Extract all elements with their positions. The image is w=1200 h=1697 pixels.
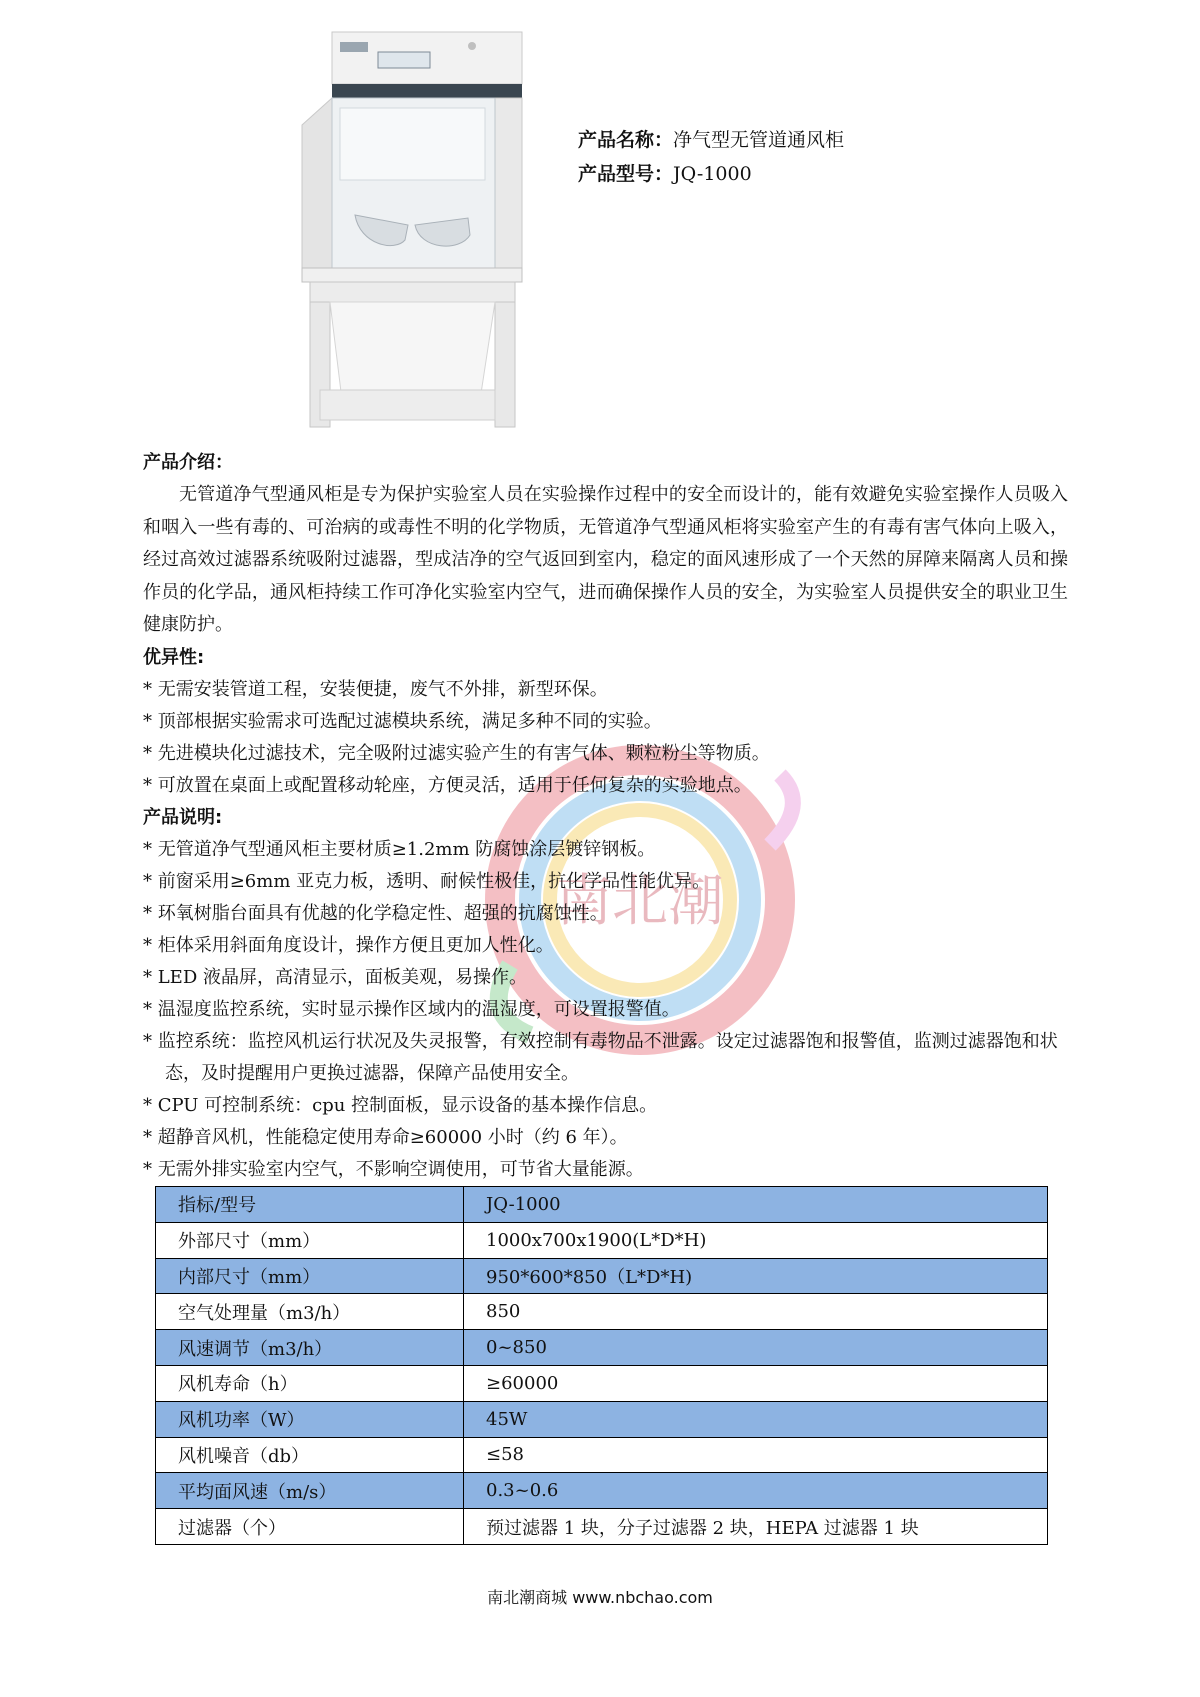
list-item: * 无管道净气型通风柜主要材质≥1.2mm 防腐蚀涂层镀锌钢板。 (143, 838, 656, 860)
list-item: * 无需安装管道工程，安装便捷，废气不外排，新型环保。 (143, 678, 608, 700)
table-cell-label: 平均面风速（m/s） (156, 1473, 464, 1509)
product-name-block (578, 123, 844, 191)
table-cell-value: JQ-1000 (464, 1187, 1048, 1223)
watermark-text: 南北潮 (556, 869, 724, 934)
intro-heading: 产品介绍： (143, 452, 233, 473)
list-item: * 顶部根据实验需求可选配过滤模块系统，满足多种不同的实验。 (143, 710, 662, 732)
table-cell-value: 预过滤器 1 块，分子过滤器 2 块，HEPA 过滤器 1 块 (464, 1509, 1048, 1545)
table-row (156, 1187, 1048, 1223)
table-row (156, 1222, 1048, 1258)
product-name-label: 产品名称： (578, 129, 674, 151)
intro-paragraph: 无管道净气型通风柜是专为保护实验室人员在实验操作过程中的安全而设计的，能有效避免实验室操作人员吸入和咽入一些有毒的、可治病的或毒性不明的化学物质，无管道净气型通风柜将实验室产生的有毒有害气体向上吸入，经过高效过滤器系统吸附过滤器，型成洁净的空气返回到室内，稳定的面风速形成了一个天然的屏障来隔离人员和操作员的化学品，通风柜持续工作可净化实验室内空气，进而确保操作人员的安全，为实验室人员提供安全的职业卫生健康防护。 (143, 484, 1068, 635)
spec-table (155, 1186, 1048, 1545)
list-item: * 可放置在桌面上或配置移动轮座，方便灵活，适用于任何复杂的实验地点。 (143, 774, 752, 796)
product-name-value: 净气型无管道通风柜 (673, 129, 845, 151)
table-cell-value: 45W (464, 1401, 1048, 1437)
table-cell-value: 0.3~0.6 (464, 1473, 1048, 1509)
table-cell-value: ≥60000 (464, 1365, 1048, 1401)
list-item: * 无需外排实验室内空气，不影响空调使用，可节省大量能源。 (143, 1158, 644, 1180)
table-cell-label: 风机寿命（h） (156, 1365, 464, 1401)
description-list (143, 834, 1068, 1186)
table-cell-value: 850 (464, 1294, 1048, 1330)
table-cell-value: 0~850 (464, 1330, 1048, 1366)
list-item: * 温湿度监控系统，实时显示操作区域内的温湿度，可设置报警值。 (143, 998, 680, 1020)
advantages-heading: 优异性: (143, 646, 205, 668)
product-model-line (578, 157, 844, 191)
product-name-line (578, 123, 844, 157)
table-cell-label: 指标/型号 (156, 1187, 464, 1223)
table-cell-label: 过滤器（个） (156, 1509, 464, 1545)
table-row (156, 1258, 1048, 1294)
table-cell-label: 空气处理量（m3/h） (156, 1294, 464, 1330)
product-image (300, 30, 545, 440)
list-item: * 前窗采用≥6mm 亚克力板，透明、耐候性极佳，抗化学品性能优异。 (143, 870, 711, 892)
table-cell-value: ≤58 (464, 1437, 1048, 1473)
list-item: * LED 液晶屏，高清显示，面板美观，易操作。 (143, 966, 527, 988)
table-row (156, 1473, 1048, 1509)
content (143, 447, 1068, 1186)
page-footer: 南北潮商城 www.nbchao.com (487, 1588, 713, 1607)
list-item: * 超静音风机，性能稳定使用寿命≥60000 小时（约 6 年）。 (143, 1126, 628, 1148)
list-item: * 柜体采用斜面角度设计，操作方便且更加人性化。 (143, 934, 554, 956)
table-row (156, 1401, 1048, 1437)
table-row (156, 1330, 1048, 1366)
table-cell-label: 内部尺寸（mm） (156, 1258, 464, 1294)
description-heading: 产品说明: (143, 806, 223, 828)
table-cell-label: 风机功率（W） (156, 1401, 464, 1437)
table-cell-label: 风机噪音（db） (156, 1437, 464, 1473)
advantages-list (143, 674, 1068, 802)
table-row (156, 1509, 1048, 1545)
table-row (156, 1365, 1048, 1401)
table-cell-value: 950*600*850（L*D*H) (464, 1258, 1048, 1294)
product-model-value: JQ-1000 (673, 163, 752, 185)
table-cell-value: 1000x700x1900(L*D*H) (464, 1222, 1048, 1258)
table-cell-label: 风速调节（m3/h） (156, 1330, 464, 1366)
list-item: * 环氧树脂台面具有优越的化学稳定性、超强的抗腐蚀性。 (143, 902, 608, 924)
list-item: * 先进模块化过滤技术，完全吸附过滤实验产生的有害气体、颗粒粉尘等物质。 (143, 742, 770, 764)
table-row (156, 1294, 1048, 1330)
table-row (156, 1437, 1048, 1473)
brand-logo (340, 42, 368, 52)
table-cell-label: 外部尺寸（mm） (156, 1222, 464, 1258)
list-item: * CPU 可控制系统：cpu 控制面板，显示设备的基本操作信息。 (143, 1094, 658, 1116)
list-item: * 监控系统：监控风机运行状况及失灵报警，有效控制有毒物品不泄露。设定过滤器饱和报警值，监测过滤器饱和状态，及时提醒用户更换过滤器，保障产品使用安全。 (143, 1030, 1058, 1084)
product-model-label: 产品型号： (578, 163, 674, 185)
